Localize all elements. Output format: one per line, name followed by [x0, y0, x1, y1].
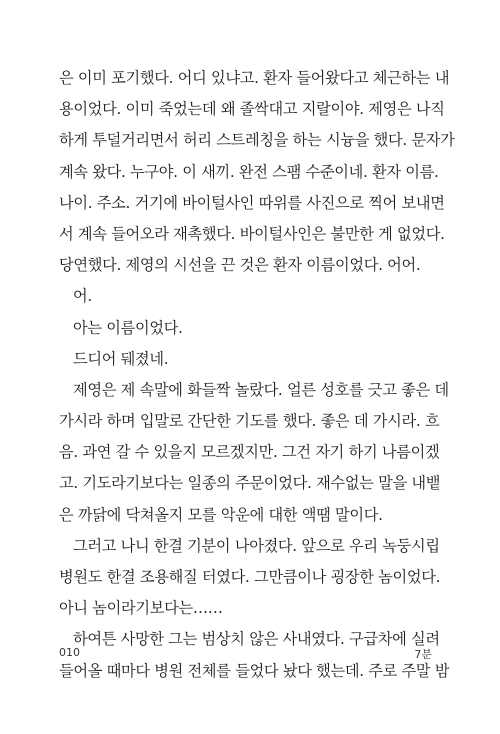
text-line: 나이. 주소. 거기에 바이털사인 따위를 사진으로 찍어 보내면	[59, 193, 445, 212]
text-line: 들어올 때마다 병원 전체를 들었다 놨다 했는데. 주로 주말 밤	[59, 661, 450, 680]
text-line: 드디어 뒈졌네.	[73, 349, 169, 368]
text-line: 음. 과연 갈 수 있을지 모르겠지만. 그건 자기 하기 나름이겠	[59, 443, 440, 462]
running-title: 7분	[414, 648, 432, 661]
text-line: 당연했다. 제영의 시선을 끈 것은 환자 이름이었다. 어어.	[59, 256, 421, 275]
body-text	[59, 63, 455, 687]
text-line: 은 까닭에 닥쳐올지 모를 악운에 대한 액땜 말이다.	[59, 505, 383, 524]
text-line: 고. 기도라기보다는 일종의 주문이었다. 재수없는 말을 내뱉	[59, 474, 441, 493]
text-line: 아니 놈이라기보다는……	[59, 599, 223, 618]
page-number: 010	[59, 646, 80, 659]
text-line: 가시라 하며 입말로 간단한 기도를 했다. 좋은 데 가시라. 흐	[59, 412, 440, 431]
text-line: 서 계속 들어오라 재촉했다. 바이털사인은 불만한 게 없었다.	[59, 224, 445, 243]
text-line: 계속 왔다. 누구야. 이 새끼. 완전 스팸 수준이네. 환자 이름.	[59, 162, 439, 181]
text-line: 하게 투덜거리면서 허리 스트레칭을 하는 시늉을 했다. 문자가	[59, 131, 455, 150]
text-line: 하여튼 사망한 그는 범상치 않은 사내였다. 구급차에 실려	[73, 630, 440, 649]
text-line: 용이었다. 이미 죽었는데 왜 졸싹대고 지랄이야. 제영은 나직	[59, 100, 445, 119]
text-line: 제영은 제 속말에 화들짝 놀랐다. 얼른 성호를 긋고 좋은 데	[73, 380, 449, 399]
text-line: 어.	[73, 287, 92, 306]
text-line: 그러고 나니 한결 기분이 나아졌다. 앞으로 우리 녹둥시립	[73, 536, 440, 555]
text-line: 아는 이름이었다.	[73, 318, 183, 337]
text-line: 은 이미 포기했다. 어디 있냐고. 환자 들어왔다고 체근하는 내	[59, 69, 450, 87]
text-line: 병원도 한결 조용해질 터였다. 그만큼이나 굉장한 놈이었다.	[59, 568, 441, 586]
